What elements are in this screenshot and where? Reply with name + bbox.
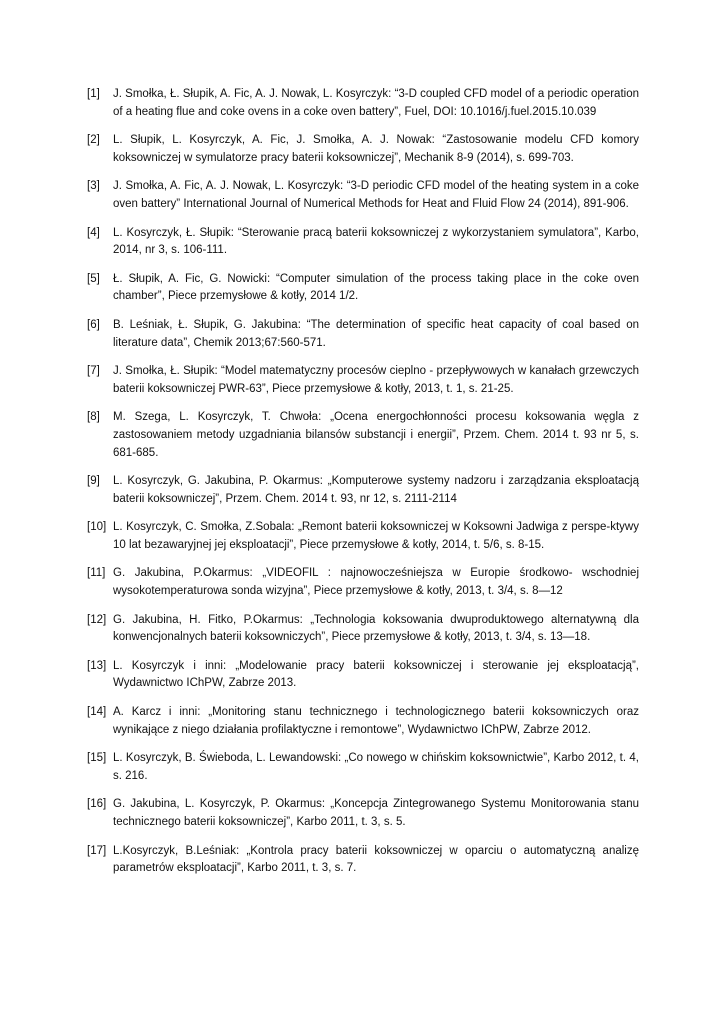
reference-number: [3] (87, 180, 100, 193)
reference-number: [5] (87, 272, 100, 285)
reference-number: [17] (87, 844, 107, 857)
reference-text: A. Karcz i inni: „Monitoring stanu technicznego i technologicznego baterii koksowniczych oraz wynikające z niego działania profilaktyczne i remontowe”, Wydawnictwo IChPW, Zabrze 2012. (113, 706, 639, 736)
reference-number: [6] (87, 318, 100, 331)
reference-list (87, 86, 639, 889)
reference-number: [15] (87, 752, 107, 765)
reference-number: [16] (87, 798, 107, 811)
reference-text: J. Smołka, Ł. Słupik: “Model matematyczny procesów cieplno - przepływowych w kanałach grzewczych baterii koksowniczej PWR-63”, Piece przemysłowe & kotły, 2013, t. 1, s. 21-25. (113, 365, 639, 395)
reference-number: [14] (87, 706, 107, 719)
reference-text: L. Kosyrczyk, G. Jakubina, P. Okarmus: „Komputerowe systemy nadzoru i zarządzania eksploatacją baterii koksowniczej”, Przem. Chem. 2014 t. 93, nr 12, s. 2111-2114 (113, 475, 639, 505)
reference-item (87, 519, 639, 554)
reference-number: [2] (87, 134, 100, 147)
reference-text: G. Jakubina, H. Fitko, P.Okarmus: „Technologia koksowania dwuproduktowego alternatywną dla konwencjonalnych baterii koksowniczych”, Piece przemysłowe & kotły, 2013, t. 3/4, s. 13—18. (113, 613, 639, 644)
reference-number: [8] (87, 411, 100, 424)
reference-item (87, 796, 639, 831)
reference-item (87, 132, 639, 167)
reference-number: [4] (87, 226, 100, 239)
reference-number: [7] (87, 365, 100, 378)
reference-text: J. Smołka, A. Fic, A. J. Nowak, L. Kosyrczyk: “3-D periodic CFD model of the heating system in a coke oven battery” International Journal of Numerical Methods for Heat and Fluid Flow 24 (2014), 891-906. (113, 180, 639, 210)
reference-text: G. Jakubina, L. Kosyrczyk, P. Okarmus: „Koncepcja Zintegrowanego Systemu Monitorowania stanu technicznego baterii koksowniczej”, Karbo 2011, t. 3, s. 5. (113, 798, 639, 828)
reference-text: M. Szega, L. Kosyrczyk, T. Chwoła: „Ocena energochłonności procesu koksowania węgla z zastosowaniem metody uzgadniania bilansów substancji i energii”, Przem. Chem. 2014 t. 93 nr 5, s. 681-685. (113, 411, 639, 459)
reference-text: J. Smołka, Ł. Słupik, A. Fic, A. J. Nowak, L. Kosyrczyk: “3-D coupled CFD model of a periodic operation of a heating flue and coke ovens in a coke oven battery”, Fuel, DOI: 10.1016/j.fuel.2015.10.039 (113, 88, 639, 118)
reference-text: L. Kosyrczyk, Ł. Słupik: “Sterowanie pracą baterii koksowniczej z wykorzystaniem symulatora”, Karbo, 2014, nr 3, s. 106-111. (113, 226, 639, 257)
reference-text: G. Jakubina, P.Okarmus: „VIDEOFIL : najnowocześniejsza w Europie środkowo- wschodniej wysokotemperaturowa sonda wizyjna”, Piece przemysłowe & kotły, 2013, t. 3/4, s. 8—12 (113, 567, 639, 598)
reference-number: [10] (87, 521, 107, 534)
reference-item (87, 363, 639, 398)
reference-number: [13] (87, 659, 107, 672)
reference-number: [12] (87, 613, 107, 626)
reference-text: L. Kosyrczyk, B. Świeboda, L. Lewandowski: „Co nowego w chińskim koksownictwie”, Karbo 2012, t. 4, s. 216. (113, 752, 639, 782)
reference-item (87, 658, 639, 693)
reference-item (87, 178, 639, 213)
reference-item (87, 271, 639, 306)
reference-item (87, 409, 639, 462)
reference-text: B. Leśniak, Ł. Słupik, G. Jakubina: “The determination of specific heat capacity of coal based on literature data”, Chemik 2013;67:560-571. (113, 318, 639, 349)
reference-number: [11] (87, 567, 106, 580)
reference-item (87, 225, 639, 260)
reference-number: [1] (87, 88, 100, 100)
reference-item (87, 750, 639, 785)
reference-text: L. Słupik, L. Kosyrczyk, A. Fic, J. Smołka, A. J. Nowak: “Zastosowanie modelu CFD komory koksowniczej w symulatorze pracy baterii koksowniczej”, Mechanik 8-9 (2014), s. 699-703. (113, 134, 639, 164)
reference-text: L. Kosyrczyk, C. Smołka, Z.Sobala: „Remont baterii koksowniczej w Koksowni Jadwiga z perspe-ktywy 10 lat bezawaryjnej jej eksploatacji”, Piece przemysłowe & kotły, 2014, t. 5/6, s. 8-15. (113, 521, 639, 551)
reference-item (87, 565, 639, 600)
reference-item (87, 612, 639, 647)
reference-item (87, 317, 639, 352)
reference-text: L. Kosyrczyk i inni: „Modelowanie pracy baterii koksowniczej i sterowanie jej eksploatacją”, Wydawnictwo IChPW, Zabrze 2013. (113, 659, 639, 690)
reference-item (87, 473, 639, 508)
reference-number: [9] (87, 475, 100, 488)
reference-item (87, 86, 639, 121)
reference-item (87, 704, 639, 739)
reference-item (87, 843, 639, 878)
reference-text: Ł. Słupik, A. Fic, G. Nowicki: “Computer simulation of the process taking place in the coke oven chamber”, Piece przemysłowe & kotły, 2014 1/2. (113, 272, 639, 303)
reference-text: L.Kosyrczyk, B.Leśniak: „Kontrola pracy baterii koksowniczej w oparciu o automatyczną analizę parametrów eksploatacji”, Karbo 2011, t. 3, s. 7. (113, 844, 639, 875)
